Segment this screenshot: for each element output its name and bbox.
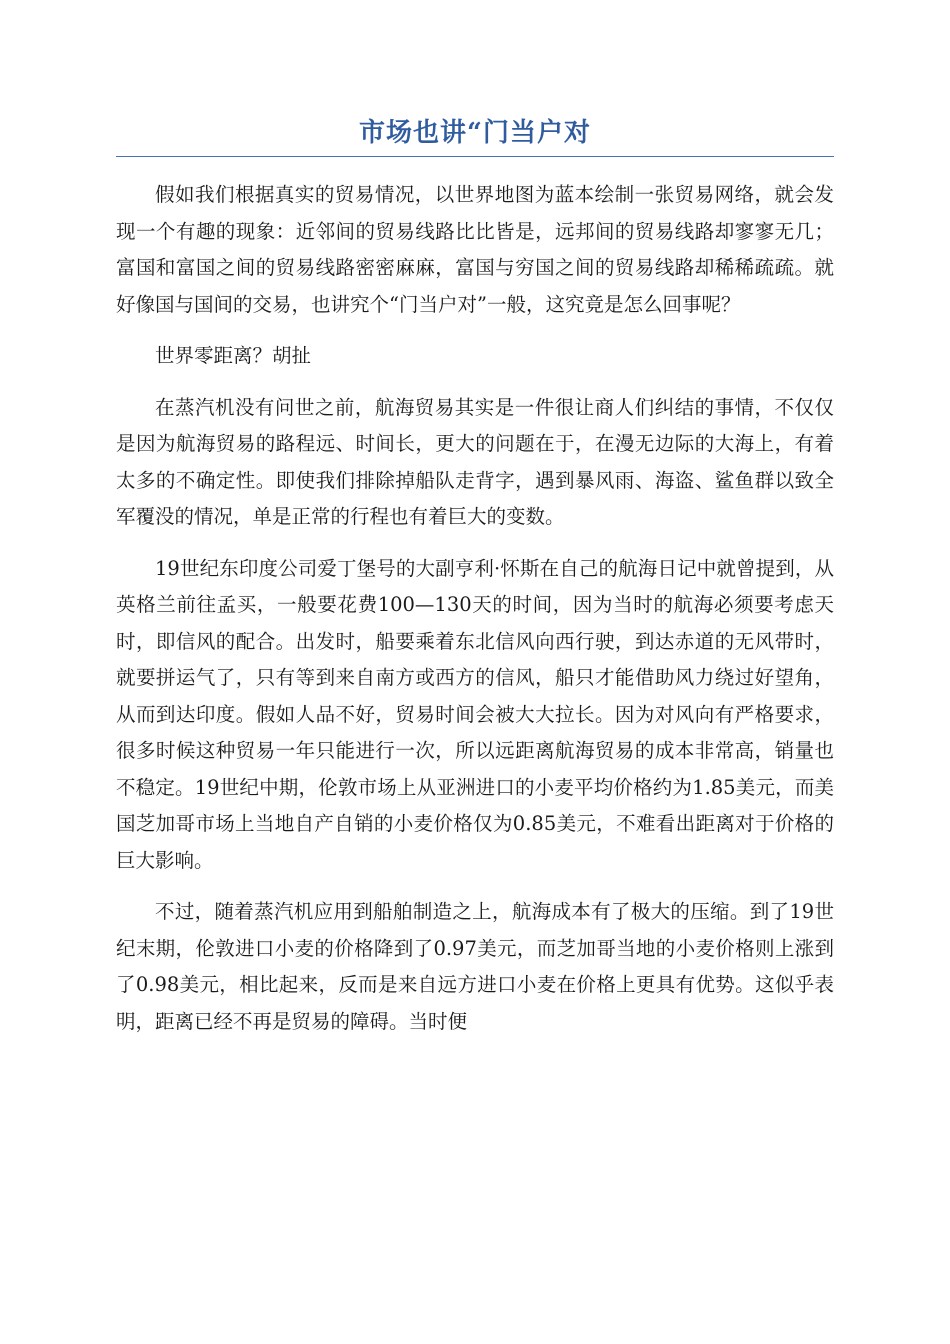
title-underline xyxy=(116,156,834,157)
section-heading: 世界零距离？胡扯 xyxy=(155,344,312,367)
document-page xyxy=(116,110,834,1055)
paragraph-steam-engine: 不过，随着蒸汽机应用到船舶制造之上，航海成本有了极大的压缩。到了19世纪末期，伦敦进口小麦的价格降到了0.97美元，而芝加哥当地的小麦价格则上涨到了0.98美元，相比起来，反而是来自远方进口小麦在价格上更具有优势。这似乎表明，距离已经不再是贸易的障碍。当时便 xyxy=(116,900,834,1033)
paragraph-intro: 假如我们根据真实的贸易情况，以世界地图为蓝本绘制一张贸易网络，就会发现一个有趣的现象：近邻间的贸易线路比比皆是，远邦间的贸易线路却寥寥无几；富国和富国之间的贸易线路密密麻麻，富国与穷国之间的贸易线路却稀稀疏疏。就好像国与国间的交易，也讲究个“门当户对”一般，这究竟是怎么回事呢？ xyxy=(116,183,834,316)
paragraph-east-india-company: 19世纪东印度公司爱丁堡号的大副亨利·怀斯在自己的航海日记中就曾提到，从英格兰前往孟买，一般要花费100—130天的时间，因为当时的航海必须要考虑天时，即信风的配合。出发时，船要乘着东北信风向西行驶，到达赤道的无风带时，就要拼运气了，只有等到来自南方或西方的信风，船只才能借助风力绕过好望角，从而到达印度。假如人品不好，贸易时间会被大大拉长。因为对风向有严格要求，很多时候这种贸易一年只能进行一次，所以远距离航海贸易的成本非常高，销量也不稳定。19世纪中期，伦敦市场上从亚洲进口的小麦平均价格约为1.85美元，而美国芝加哥市场上当地自产自销的小麦价格仅为0.85美元，不难看出距离对于价格的巨大影响。 xyxy=(116,556,834,872)
paragraph-maritime-trade: 在蒸汽机没有问世之前，航海贸易其实是一件很让商人们纠结的事情，不仅仅是因为航海贸易的路程远、时间长，更大的问题在于，在漫无边际的大海上，有着太多的不确定性。即使我们排除掉船队走背字，遇到暴风雨、海盗、鲨鱼群以致全军覆没的情况，单是正常的行程也有着巨大的变数。 xyxy=(116,395,834,528)
document-title: 市场也讲“门当户对 xyxy=(359,118,591,148)
